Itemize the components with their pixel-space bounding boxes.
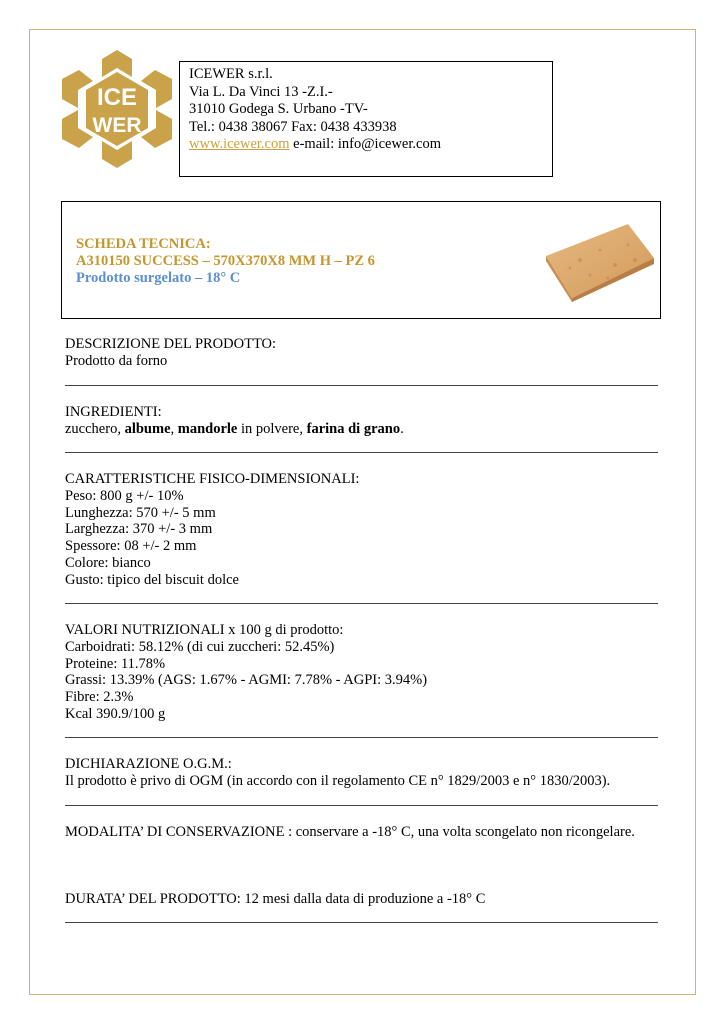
address-line-2: 31010 Godega S. Urbano -TV- <box>189 101 368 117</box>
section-descrizione <box>65 336 665 370</box>
divider <box>65 603 658 604</box>
lunghezza: Lunghezza: 570 +/- 5 mm <box>65 504 216 521</box>
caratteristiche-heading: CARATTERISTICHE FISICO-DIMENSIONALI: <box>65 471 360 487</box>
kcal: Kcal 390.9/100 g <box>65 705 166 722</box>
storage-note: Prodotto surgelato – 18° C <box>76 270 241 286</box>
website-link[interactable]: www.icewer.com <box>189 136 290 152</box>
ogm-text: Il prodotto è privo di OGM (in accordo con il regolamento CE n° 1829/2003 e n° 1830/2003). <box>65 772 611 789</box>
section-ingredienti <box>65 404 665 438</box>
divider <box>65 922 658 923</box>
company-address-box <box>179 61 553 177</box>
scheda-title: SCHEDA TECNICA: <box>76 236 211 252</box>
divider <box>65 737 658 738</box>
section-conservazione <box>65 824 665 841</box>
phone-fax: Tel.: 0438 38067 Fax: 0438 433938 <box>189 118 397 135</box>
durata-text: DURATA’ DEL PRODOTTO: 12 mesi dalla data di produzione a -18° C <box>65 891 486 907</box>
descrizione-text: Prodotto da forno <box>65 352 168 369</box>
ingredient-bold: albume <box>124 420 171 437</box>
section-caratteristiche <box>65 471 665 589</box>
larghezza: Larghezza: 370 +/- 3 mm <box>65 521 213 538</box>
scheda-text <box>76 236 375 287</box>
product-image <box>540 220 656 302</box>
ingredient-text: zucchero, <box>65 420 125 437</box>
email: e-mail: info@icewer.com <box>289 136 441 152</box>
gusto: Gusto: tipico del biscuit dolce <box>65 571 239 588</box>
web-email-line <box>189 136 552 154</box>
ingredient-text: in polvere, <box>237 420 307 437</box>
ogm-heading: DICHIARAZIONE O.G.M.: <box>65 756 232 772</box>
ingredient-bold: farina di grano <box>306 420 401 437</box>
valori-heading: VALORI NUTRIZIONALI x 100 g di prodotto: <box>65 622 344 638</box>
section-ogm <box>65 756 665 790</box>
divider <box>65 805 658 806</box>
ingredienti-text <box>65 421 665 438</box>
carboidrati: Carboidrati: 58.12% (di cui zuccheri: 52.45%) <box>65 638 335 655</box>
section-valori <box>65 622 665 723</box>
fibre: Fibre: 2.3% <box>65 689 134 706</box>
logo-text-bottom: WER <box>92 114 142 137</box>
address-line-1: Via L. Da Vinci 13 -Z.I.- <box>189 83 333 100</box>
ingredienti-heading: INGREDIENTI: <box>65 404 162 420</box>
scheda-tecnica-box <box>61 201 661 319</box>
company-name: ICEWER s.r.l. <box>189 66 273 82</box>
descrizione-heading: DESCRIZIONE DEL PRODOTTO: <box>65 336 277 352</box>
divider <box>65 452 658 453</box>
ingredient-text: , <box>170 420 178 437</box>
section-durata <box>65 891 665 908</box>
peso: Peso: 800 g +/- 10% <box>65 487 184 504</box>
spessore: Spessore: 08 +/- 2 mm <box>65 538 197 555</box>
divider <box>65 385 658 386</box>
grassi: Grassi: 13.39% (AGS: 1.67% - AGMI: 7.78% - AGPI: 3.94%) <box>65 672 428 689</box>
ingredient-text: . <box>400 420 404 437</box>
conservazione-text: MODALITA’ DI CONSERVAZIONE : conservare a -18° C, una volta scongelato non ricongelare. <box>65 824 635 840</box>
proteine: Proteine: 11.78% <box>65 655 166 672</box>
colore: Colore: bianco <box>65 554 151 571</box>
icewer-logo <box>62 50 172 168</box>
logo-text-top: ICE <box>96 84 138 111</box>
product-code: A310150 SUCCESS – 570X370X8 MM H – PZ 6 <box>76 253 375 269</box>
ingredient-bold: mandorle <box>177 420 238 437</box>
